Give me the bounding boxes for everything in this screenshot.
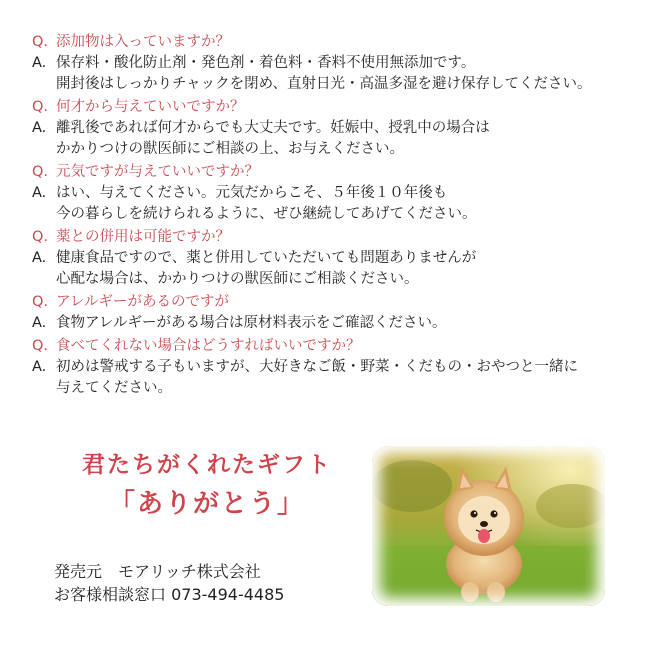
question-text: 添加物は入っていますか？ (56, 34, 230, 50)
faq-answer (32, 53, 632, 95)
gift-thanks: 「ありがとう」 (108, 489, 305, 519)
faq-item (32, 227, 632, 290)
q-mark: Q. (32, 99, 49, 115)
faq-item (32, 162, 632, 225)
gift-title: 君たちがくれたギフト (82, 452, 332, 478)
gift-message (52, 448, 362, 524)
faq-question (32, 97, 632, 118)
q-mark: Q. (32, 34, 49, 50)
dog-illustration (372, 446, 605, 606)
answer-text: 離乳後であれば何才からでも大丈夫です。妊娠中、授乳中の場合は かかりつけの獣医師にご相談の上、お与えください。 (56, 120, 490, 157)
a-mark: A. (32, 250, 47, 266)
a-mark: A. (32, 315, 47, 331)
question-text: アレルギーがあるのですが (56, 294, 230, 310)
answer-text: はい、与えてください。元気だからこそ、５年後１０年後も 今の暮らしを続けられるように、ぜひ継続してあげてください。 (56, 185, 477, 222)
q-mark: Q. (32, 164, 49, 180)
faq-question (32, 292, 632, 313)
q-mark: Q. (32, 294, 49, 310)
faq-item (32, 292, 632, 334)
contact-info (54, 560, 284, 606)
answer-text: 保存料・酸化防止剤・発色剤・着色料・香料不使用無添加です。 開封後はしっかりチャックを閉め、直射日光・高温多湿を避け保存してください。 (56, 55, 592, 92)
faq-answer (32, 183, 632, 225)
a-mark: A. (32, 55, 47, 71)
question-text: 元気ですが与えていいですか？ (56, 164, 259, 180)
a-mark: A. (32, 185, 47, 201)
faq-item (32, 32, 632, 95)
a-mark: A. (32, 120, 47, 136)
faq-list (32, 32, 632, 401)
question-text: 食べてくれない場合はどうすればいいですか？ (56, 338, 361, 354)
a-mark: A. (32, 359, 47, 375)
faq-answer (32, 118, 632, 160)
faq-answer (32, 357, 632, 399)
question-text: 薬との併用は可能ですか？ (56, 229, 230, 245)
publisher-line: 発売元 モアリッチ株式会社 (54, 562, 261, 581)
phone-line: お客様相談窓口 073-494-4485 (54, 585, 285, 604)
question-text: 何才から与えていいですか？ (56, 99, 245, 115)
answer-text: 初めは警戒する子もいますが、大好きなご飯・野菜・くだもの・おやつと一緒に 与えてください。 (56, 359, 578, 396)
faq-question (32, 227, 632, 248)
faq-question (32, 32, 632, 53)
faq-answer (32, 313, 632, 334)
faq-answer (32, 248, 632, 290)
answer-text: 食物アレルギーがある場合は原材料表示をご確認ください。 (56, 315, 447, 331)
pomeranian-dog-photo (372, 446, 605, 606)
faq-question (32, 336, 632, 357)
faq-question (32, 162, 632, 183)
faq-item (32, 336, 632, 399)
q-mark: Q. (32, 229, 49, 245)
answer-text: 健康食品ですので、薬と併用していただいても問題ありませんが 心配な場合は、かかりつけの獣医師にご相談ください。 (56, 250, 477, 287)
faq-item (32, 97, 632, 160)
q-mark: Q. (32, 338, 49, 354)
